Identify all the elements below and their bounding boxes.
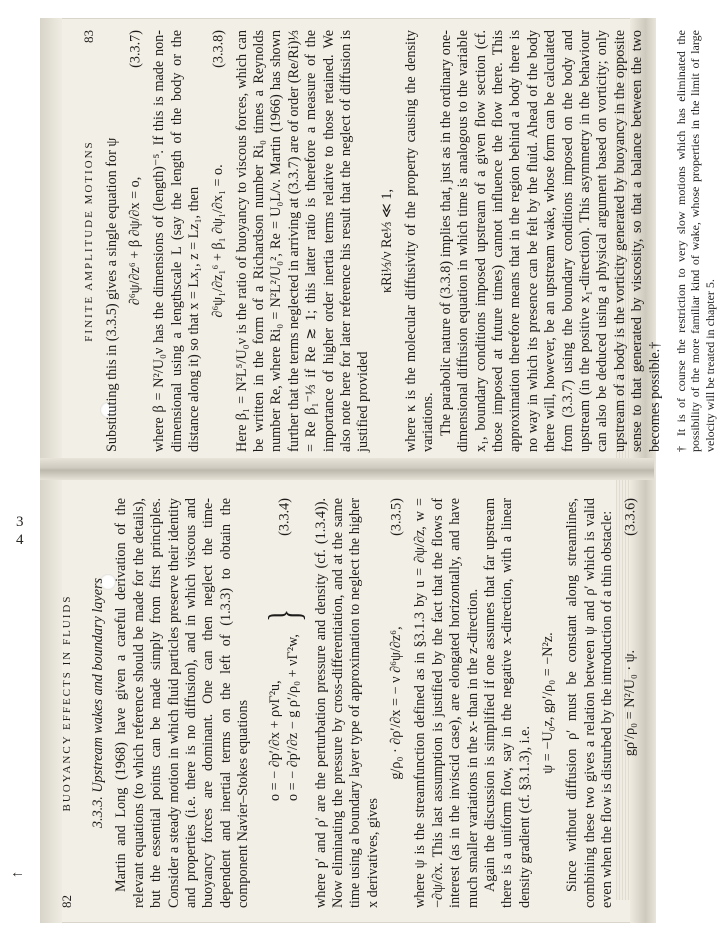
right-page-header (80, 30, 104, 452)
margin-mark-3: 3 (16, 514, 24, 530)
footnote: † It is of course the restriction to very slow motions which has eliminated the possibility of the more familiar kind of wake, whose properties in the limit of large velocity will be treated in chapter 5. (673, 30, 717, 452)
right-para-5: The parabolic nature of (3.3.8) implies that, just as in the ordinary one-dimensional diffusion equation in which time is analogous to the variable x₁, boundary conditions imposed upstream of a given flow section (cf. those imposed at future times) cannot influence the flow there. This approximation therefore means that in the region behind a body there is no way in which its presence can be felt by the fluid. Ahead of the body there will, however, be an upstream wake, whose form can be calculated from (3.3.7) using the boundary conditions imposed on the body and upstream (in the positive x₁-direction). This asymmetry in the behaviour can also be deduced using a physical argument based on vorticity; only upstream of a body is the vorticity generated by buoyancy in the opposite sense to that generated by viscosity, so that a balance between the two becomes possible.† (437, 30, 663, 452)
eq-uniform-body: ψ = −U₀z, gρ′/ρ₀ = −N²z. (540, 632, 557, 774)
right-brace: } (259, 609, 309, 622)
margin-mark-4: 4 (16, 532, 24, 548)
eq-335-body: g/ρ₀ · ∂ρ′/∂x = − ν ∂⁶ψ/∂z⁶, (388, 626, 405, 780)
left-para-2: where p′ and ρ′ are the perturbation pressure and density (cf. (1.3.4)). Now eliminating the pressure by cross-differentiation, and at the same time using a boundary layer type of approximation to neglect the higher x derivatives, gives (312, 498, 381, 908)
left-page (58, 498, 639, 908)
right-para-1: Substituting this in (3.3.5) gives a single equation for ψ (104, 137, 120, 452)
left-para-5: Since without diffusion ρ′ must be constant along streamlines, combining these two gives a relation between ψ and ρ′ which is valid even when the flow is disturbed by the introduction of a thin obstacle: (564, 498, 615, 908)
left-page-number: 82 (59, 895, 74, 908)
eq-338-number: (3.3.8) (209, 30, 226, 68)
right-para-4: where κ is the molecular diffusivity of the property causing the density variations. (402, 30, 437, 452)
eq-334-line-1: o = − ∂p′/∂x + ρνΓ²u, (267, 680, 284, 802)
equation-uniform-flow (540, 498, 558, 908)
left-running-head: BUOYANCY EFFECTS IN FLUIDS (61, 594, 73, 812)
margin-mark-arrow: ↑ (9, 870, 26, 879)
equation-diffusion-condition (379, 30, 397, 452)
equation-3-3-7 (127, 30, 145, 452)
equation-3-3-4 (259, 498, 309, 908)
eq-334-number: (3.3.4) (275, 498, 292, 536)
eq-335-number: (3.3.5) (388, 498, 405, 536)
eq-338-body: ∂⁶ψ₁/∂z₁⁶ + β₁ ∂ψ₁/∂x₁ = o. (209, 164, 226, 318)
book-gutter (40, 458, 654, 480)
right-para-2: where β = N²/U₀ν has the dimensions of (length)⁻⁵. If this is made non-dimensional using a lengthscale L (say the length of the body or the distance along it) so that x = Lx₁, z = Lz₁, then (151, 30, 203, 452)
left-para-1: Martin and Long (1968) have given a careful derivation of the relevant equations (to which reference should be made for the details), but the essential points can be made simply from first principles. Consider a steady motion in which fluid particles preserve their identity and properties (i.e. there is no diffusion), and in which viscous and buoyancy forces are dominant. One can then neglect the time-dependent and inertial terms on the left of (1.3.3) to obtain the component Navier–Stokes equations (113, 498, 252, 908)
eq-336-body: gρ′/ρ₀ = N²/U₀ · ψ. (622, 649, 639, 757)
right-running-head: FINITE AMPLITUDE MOTIONS (83, 140, 95, 342)
right-para-3: Here β₁ = N²L⁵/U₀ν is the ratio of buoyancy to viscous forces, which can be written in the form of a Richardson number Ri₀ times a Reynolds number Re, where Ri₀ = N²L²/U₀², Re = U₀L/ν. Martin (1966) has shown further that the terms neglected in arriving at (3.3.7) are of order (Re/Ri)⅓ = Re β₁⁻⅓ if Re ≳ 1; this latter ratio is therefore a measure of the importance of higher order inertia terms relative to those retained. We also note here for later reference his result that the neglect of diffusion is justified provided (233, 30, 372, 452)
eq-334-line-2: o = − ∂p′/∂z − g ρ′/ρ₀ + νΓ²w, (284, 634, 301, 802)
equation-3-3-8 (210, 30, 228, 452)
left-page-header (58, 498, 82, 908)
eq-336-number: (3.3.6) (622, 498, 639, 536)
right-page (80, 30, 717, 452)
left-para-3: where ψ is the streamfunction defined as in §3.1.3 by u = ∂ψ/∂z, w = −∂ψ/∂x. This last assumption is justified by the fact that the flows of interest (as in the inviscid case), are elongated horizontally, and have much smaller variations in the x- than in the z-direction. (412, 498, 481, 908)
equation-3-3-6 (622, 498, 640, 908)
left-para-4: Again the discussion is simplified if one assumes that far upstream there is a uniform flow, say in the negative x-direction, with a linear density gradient (cf. §3.1.3), i.e. (481, 498, 533, 908)
section-title: 3.3.3. Upstream wakes and boundary layers (90, 577, 106, 829)
right-page-number: 83 (81, 30, 96, 43)
eq-cond-body: κRi⅓/ν Re⅓ ≪ 1, (378, 188, 395, 294)
eq-337-number: (3.3.7) (127, 30, 144, 68)
eq-337-body: ∂⁶ψ/∂z⁶ + β ∂ψ/∂x = o, (127, 176, 144, 306)
equation-3-3-5 (388, 498, 406, 908)
